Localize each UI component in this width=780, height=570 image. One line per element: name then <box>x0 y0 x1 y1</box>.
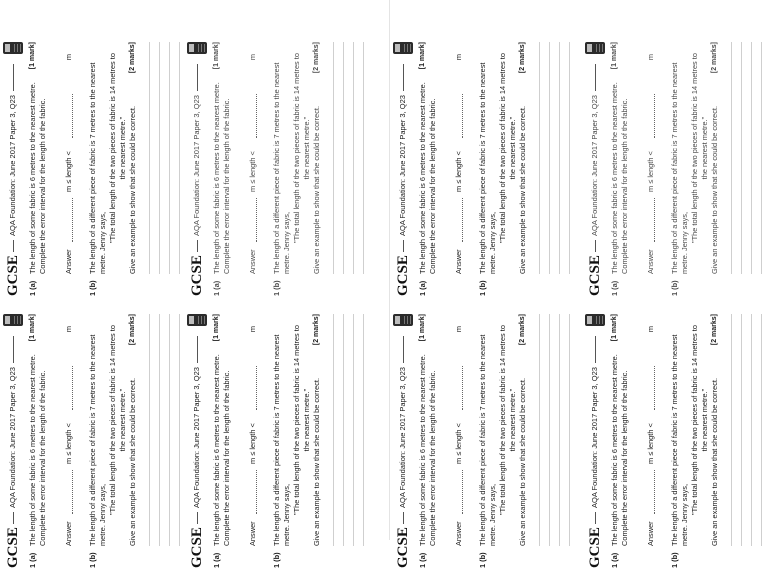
answer-row <box>248 42 260 274</box>
jenny-quote: "The total length of the two pieces of fabric is 14 metres to the nearest metre." <box>690 53 709 243</box>
question-number-b: 1 (b) <box>272 280 281 296</box>
inequality-text: m ≤ length < <box>248 423 257 464</box>
question-card-2 <box>2 310 186 570</box>
working-line <box>560 314 570 546</box>
question-card-3 <box>186 38 370 298</box>
working-line <box>530 42 540 274</box>
question-b-instruction: Give an example to show that she could be correct. <box>312 105 321 274</box>
question-a-text: The length of some fabric is 6 metres to the nearest metre. Complete the error interval for the length of the fabric. <box>418 82 437 274</box>
question-card-8 <box>584 310 768 570</box>
working-line <box>752 314 762 546</box>
jenny-quote: "The total length of the two pieces of fabric is 14 metres to the nearest metre." <box>292 53 311 243</box>
answer-label: Answer <box>248 249 257 274</box>
answer-upper-bound-field[interactable] <box>654 94 655 138</box>
answer-label: Answer <box>248 521 257 546</box>
answer-lower-bound-field[interactable] <box>256 198 257 242</box>
question-number-b: 1 (b) <box>272 552 281 568</box>
working-line <box>354 42 364 274</box>
working-line <box>732 314 742 546</box>
marks-b: [2 marks] <box>711 314 718 346</box>
unit-label: m <box>646 326 655 333</box>
question-b-instruction: Give an example to show that she could be correct. <box>128 377 137 546</box>
working-line <box>550 42 560 274</box>
answer-upper-bound-field[interactable] <box>462 94 463 138</box>
inequality-text: m ≤ length < <box>646 151 655 192</box>
inequality-text: m ≤ length < <box>64 151 73 192</box>
question-card-1 <box>2 38 186 298</box>
question-number-b: 1 (b) <box>478 552 487 568</box>
question-number-a: 1 (a) <box>212 280 221 296</box>
source-reference: AQA Foundation: June 2017 Paper 3, Q23 <box>398 91 407 240</box>
question-b-text: The length of a different piece of fabric is 7 metres to the nearest metre. Jenny says, <box>670 334 689 546</box>
gcse-logo: GCSE <box>395 255 411 296</box>
working-line <box>742 42 752 274</box>
working-lines[interactable] <box>324 314 364 546</box>
working-line <box>742 314 752 546</box>
working-line <box>160 314 170 546</box>
unit-label: m <box>248 54 257 61</box>
gcse-logo: GCSE <box>5 255 21 296</box>
working-line <box>150 42 160 274</box>
question-card-4 <box>186 310 370 570</box>
marks-a: [1 mark] <box>419 314 426 342</box>
answer-lower-bound-field[interactable] <box>256 470 257 514</box>
card-header <box>392 38 414 298</box>
calculator-icon <box>585 314 605 326</box>
question-card-7 <box>584 38 768 298</box>
answer-label: Answer <box>646 521 655 546</box>
question-number-a: 1 (a) <box>28 552 37 568</box>
marks-a: [1 mark] <box>29 314 36 342</box>
answer-label: Answer <box>454 249 463 274</box>
working-line <box>722 42 732 274</box>
source-reference: AQA Foundation: June 2017 Paper 3, Q23 <box>192 91 201 240</box>
source-reference: AQA Foundation: June 2017 Paper 3, Q23 <box>192 363 201 512</box>
question-number-a: 1 (a) <box>610 280 619 296</box>
card-header <box>392 310 414 570</box>
question-b-instruction: Give an example to show that she could be correct. <box>128 105 137 274</box>
question-card-5 <box>392 38 576 298</box>
answer-lower-bound-field[interactable] <box>72 470 73 514</box>
working-line <box>540 42 550 274</box>
card-header <box>186 310 208 570</box>
answer-row <box>646 314 658 546</box>
unit-label: m <box>454 54 463 61</box>
working-lines[interactable] <box>530 42 570 274</box>
working-line <box>324 42 334 274</box>
gcse-logo: GCSE <box>587 255 603 296</box>
card-header <box>2 310 24 570</box>
working-line <box>170 42 180 274</box>
working-line <box>752 42 762 274</box>
working-line <box>344 42 354 274</box>
question-number-a: 1 (a) <box>418 552 427 568</box>
answer-row <box>646 42 658 274</box>
question-number-a: 1 (a) <box>418 280 427 296</box>
answer-row <box>64 314 76 546</box>
question-number-b: 1 (b) <box>88 280 97 296</box>
unit-label: m <box>454 326 463 333</box>
source-reference: AQA Foundation: June 2017 Paper 3, Q23 <box>590 91 599 240</box>
question-a-text: The length of some fabric is 6 metres to the nearest metre. Complete the error interval for the length of the fabric. <box>212 82 231 274</box>
working-line <box>344 314 354 546</box>
working-lines[interactable] <box>140 42 180 274</box>
question-b-instruction: Give an example to show that she could be correct. <box>518 377 527 546</box>
question-b-instruction: Give an example to show that she could be correct. <box>312 377 321 546</box>
working-line <box>530 314 540 546</box>
working-lines[interactable] <box>530 314 570 546</box>
answer-upper-bound-field[interactable] <box>256 94 257 138</box>
working-line <box>150 314 160 546</box>
marks-a: [1 mark] <box>29 42 36 70</box>
gcse-logo: GCSE <box>189 527 205 568</box>
answer-label: Answer <box>64 249 73 274</box>
source-reference: AQA Foundation: June 2017 Paper 3, Q23 <box>8 91 17 240</box>
question-b-text: The length of a different piece of fabric is 7 metres to the nearest metre. Jenny says, <box>272 62 291 274</box>
unit-label: m <box>64 326 73 333</box>
answer-lower-bound-field[interactable] <box>72 198 73 242</box>
card-header <box>584 38 606 298</box>
question-b-text: The length of a different piece of fabric is 7 metres to the nearest metre. Jenny says, <box>88 62 107 274</box>
working-line <box>550 314 560 546</box>
question-number-a: 1 (a) <box>212 552 221 568</box>
question-b-instruction: Give an example to show that she could be correct. <box>518 105 527 274</box>
marks-a: [1 mark] <box>611 42 618 70</box>
working-line <box>324 314 334 546</box>
working-lines[interactable] <box>140 314 180 546</box>
answer-upper-bound-field[interactable] <box>72 366 73 410</box>
question-number-b: 1 (b) <box>670 552 679 568</box>
answer-upper-bound-field[interactable] <box>72 94 73 138</box>
jenny-quote: "The total length of the two pieces of fabric is 14 metres to the nearest metre." <box>108 325 127 515</box>
working-line <box>722 314 732 546</box>
question-a-text: The length of some fabric is 6 metres to the nearest metre. Complete the error interval for the length of the fabric. <box>28 82 47 274</box>
marks-b: [2 marks] <box>129 42 136 74</box>
question-b-instruction: Give an example to show that she could be correct. <box>710 105 719 274</box>
gcse-logo: GCSE <box>189 255 205 296</box>
card-header <box>584 310 606 570</box>
answer-upper-bound-field[interactable] <box>462 366 463 410</box>
jenny-quote: "The total length of the two pieces of fabric is 14 metres to the nearest metre." <box>498 325 517 515</box>
answer-lower-bound-field[interactable] <box>654 198 655 242</box>
question-number-b: 1 (b) <box>670 280 679 296</box>
calculator-icon <box>187 314 207 326</box>
marks-b: [2 marks] <box>313 42 320 74</box>
jenny-quote: "The total length of the two pieces of fabric is 14 metres to the nearest metre." <box>498 53 517 243</box>
working-line <box>334 314 344 546</box>
calculator-icon <box>585 42 605 54</box>
working-line <box>540 314 550 546</box>
gcse-logo: GCSE <box>5 527 21 568</box>
working-line <box>140 42 150 274</box>
answer-row <box>454 42 466 274</box>
question-number-b: 1 (b) <box>478 280 487 296</box>
unit-label: m <box>646 54 655 61</box>
question-b-instruction: Give an example to show that she could be correct. <box>710 377 719 546</box>
question-b-text: The length of a different piece of fabric is 7 metres to the nearest metre. Jenny says, <box>272 334 291 546</box>
question-number-b: 1 (b) <box>88 552 97 568</box>
marks-b: [2 marks] <box>519 314 526 346</box>
calculator-icon <box>187 42 207 54</box>
marks-a: [1 mark] <box>419 42 426 70</box>
source-reference: AQA Foundation: June 2017 Paper 3, Q23 <box>398 363 407 512</box>
jenny-quote: "The total length of the two pieces of fabric is 14 metres to the nearest metre." <box>690 325 709 515</box>
marks-b: [2 marks] <box>313 314 320 346</box>
question-b-text: The length of a different piece of fabric is 7 metres to the nearest metre. Jenny says, <box>478 334 497 546</box>
page-fold-divider <box>389 0 390 540</box>
question-number-a: 1 (a) <box>28 280 37 296</box>
marks-a: [1 mark] <box>611 314 618 342</box>
question-number-a: 1 (a) <box>610 552 619 568</box>
inequality-text: m ≤ length < <box>454 151 463 192</box>
answer-upper-bound-field[interactable] <box>654 366 655 410</box>
answer-lower-bound-field[interactable] <box>654 470 655 514</box>
answer-lower-bound-field[interactable] <box>462 470 463 514</box>
marks-b: [2 marks] <box>711 42 718 74</box>
working-lines[interactable] <box>722 314 762 546</box>
source-reference: AQA Foundation: June 2017 Paper 3, Q23 <box>590 363 599 512</box>
question-a-text: The length of some fabric is 6 metres to the nearest metre. Complete the error interval for the length of the fabric. <box>212 354 231 546</box>
answer-row <box>454 314 466 546</box>
card-header <box>186 38 208 298</box>
question-card-6 <box>392 310 576 570</box>
working-line <box>140 314 150 546</box>
marks-b: [2 marks] <box>129 314 136 346</box>
working-line <box>354 314 364 546</box>
inequality-text: m ≤ length < <box>248 151 257 192</box>
jenny-quote: "The total length of the two pieces of fabric is 14 metres to the nearest metre." <box>108 53 127 243</box>
working-lines[interactable] <box>722 42 762 274</box>
answer-row <box>248 314 260 546</box>
jenny-quote: "The total length of the two pieces of fabric is 14 metres to the nearest metre." <box>292 325 311 515</box>
calculator-icon <box>393 314 413 326</box>
source-reference: AQA Foundation: June 2017 Paper 3, Q23 <box>8 363 17 512</box>
question-b-text: The length of a different piece of fabric is 7 metres to the nearest metre. Jenny says, <box>88 334 107 546</box>
answer-row <box>64 42 76 274</box>
marks-a: [1 mark] <box>213 42 220 70</box>
answer-label: Answer <box>64 521 73 546</box>
working-lines[interactable] <box>324 42 364 274</box>
question-b-text: The length of a different piece of fabric is 7 metres to the nearest metre. Jenny says, <box>670 62 689 274</box>
working-line <box>160 42 170 274</box>
gcse-logo: GCSE <box>395 527 411 568</box>
answer-label: Answer <box>646 249 655 274</box>
marks-a: [1 mark] <box>213 314 220 342</box>
marks-b: [2 marks] <box>519 42 526 74</box>
card-header <box>2 38 24 298</box>
answer-label: Answer <box>454 521 463 546</box>
answer-lower-bound-field[interactable] <box>462 198 463 242</box>
question-a-text: The length of some fabric is 6 metres to the nearest metre. Complete the error interval for the length of the fabric. <box>610 82 629 274</box>
inequality-text: m ≤ length < <box>454 423 463 464</box>
question-a-text: The length of some fabric is 6 metres to the nearest metre. Complete the error interval for the length of the fabric. <box>28 354 47 546</box>
inequality-text: m ≤ length < <box>64 423 73 464</box>
question-a-text: The length of some fabric is 6 metres to the nearest metre. Complete the error interval for the length of the fabric. <box>610 354 629 546</box>
working-line <box>560 42 570 274</box>
calculator-icon <box>3 42 23 54</box>
working-line <box>170 314 180 546</box>
question-a-text: The length of some fabric is 6 metres to the nearest metre. Complete the error interval for the length of the fabric. <box>418 354 437 546</box>
unit-label: m <box>64 54 73 61</box>
question-b-text: The length of a different piece of fabric is 7 metres to the nearest metre. Jenny says, <box>478 62 497 274</box>
working-line <box>732 42 742 274</box>
unit-label: m <box>248 326 257 333</box>
inequality-text: m ≤ length < <box>646 423 655 464</box>
calculator-icon <box>3 314 23 326</box>
working-line <box>334 42 344 274</box>
calculator-icon <box>393 42 413 54</box>
answer-upper-bound-field[interactable] <box>256 366 257 410</box>
gcse-logo: GCSE <box>587 527 603 568</box>
